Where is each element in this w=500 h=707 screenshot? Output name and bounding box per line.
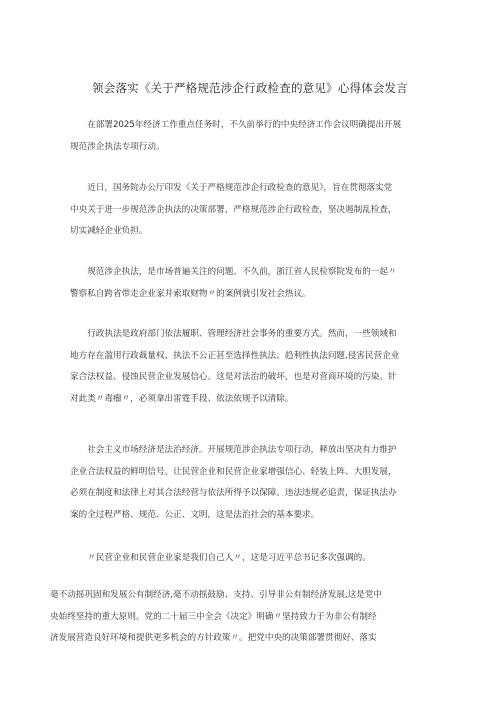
paragraph-line: 对此类〃毒瘤〃，必须拿出雷霆手段、依法依规予以清除。: [70, 393, 294, 404]
paragraph-line: 企业合法权益的鲜明信号。让民营企业和民营企业家增强信心、轻装上阵、大胆发展，: [70, 466, 397, 477]
document-title: 领会落实《关于严格规范涉企行政检查的意见》心得体会发言: [92, 81, 408, 95]
paragraph-line: 中央关于进一步规范涉企执法的决策部署，严格规范涉企行政检查，坚决遏制乱检查，: [70, 204, 397, 215]
paragraph-7: [50, 585, 450, 650]
paragraph-line: 地方存在滥用行政裁量权、执法不公正甚至选择性执法、趋利性执法问题,侵害民营企业: [70, 350, 400, 361]
paragraph-line: 在部署2025年经济工作重点任务时，不久前举行的中央经济工作会议明确提出开展: [70, 120, 402, 130]
paragraph-1: [70, 115, 440, 158]
paragraph-2: [70, 178, 440, 243]
paragraph-line: 社会主义市场经济是法治经济。开展规范涉企执法专项行动，释放出坚决有力维护: [70, 445, 397, 455]
paragraph-line: 近日，国务院办公厅印发《关于严格规范涉企行政检查的意见》，旨在贯彻落实党: [70, 183, 393, 193]
paragraph-line: 警察私自跨省带走企业家并索取财物〃的案例就引发社会热议。: [70, 288, 311, 299]
paragraph-line: 央始终坚持的重大原则。党的二十届三中全会《决定》明确〃坚持致力于为非公有制经: [50, 611, 377, 622]
paragraph-line: 〃民营企业和民营企业家是我们自己人〃，这是习近平总书记多次强调的。: [70, 553, 371, 563]
paragraph-3: [70, 262, 440, 305]
paragraph-line: 规范涉企执法，是市场普遍关注的问题。不久前，浙江省人民检察院发布的一起〃: [70, 267, 397, 277]
paragraph-line: 必须在制度和法律上对其合法经营与依法所得予以保障。违法违规必追责，保证执法办: [70, 488, 397, 498]
paragraph-line: 规范涉企执法专项行动。: [70, 141, 165, 152]
paragraph-4: [70, 324, 440, 410]
paragraph-5: [70, 440, 440, 526]
paragraph-line: 案的全过程严格、规范、公正、文明，这是法治社会的基本要求。: [70, 509, 320, 520]
paragraph-line: 行政执法是政府部门依法履职、管理经济社会事务的重要方式。然而，一些领域和: [70, 329, 397, 339]
paragraph-line: 济发展营造良好环境和提供更多机会的方针政策〃。把党中央的决策部署贯彻好、落实: [50, 633, 377, 643]
paragraph-line: 家合法权益、侵蚀民营企业发展信心。这是对法治的破坏，也是对营商环境的污染。针: [70, 372, 397, 382]
paragraph-line: 切实减轻企业负担。: [70, 226, 148, 236]
paragraph-6: [70, 548, 440, 570]
paragraph-line: 毫不动摇巩固和发展公有制经济,毫不动摇鼓励、支持、引导非公有制经济发展,这是党中: [50, 590, 383, 600]
